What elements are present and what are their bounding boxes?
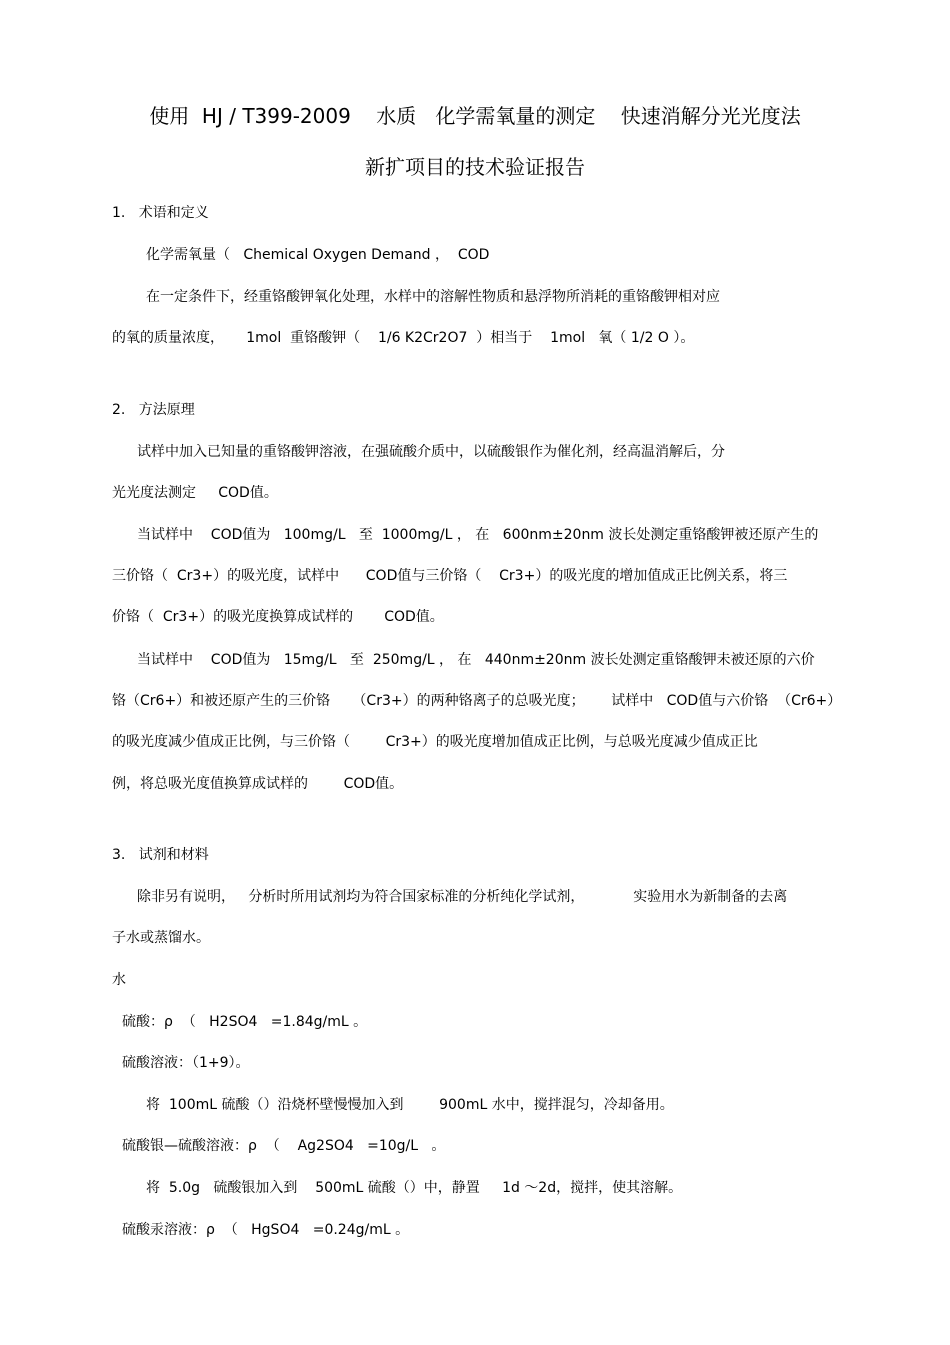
sulfuric-acid-preparation: 将 100mL 硫酸（）沿烧杯壁慢慢加入到 900mL 水中，搅拌混匀，冷却备用。 [146, 1097, 674, 1113]
definition-line-2: 的氧的质量浓度， 1mol 重铬酸钾（ 1/6 K2Cr2O7 ）相当于 1mol 氧（ 1/2 O ）。 [112, 330, 695, 346]
reagent-sulfuric-acid: 硫酸：ρ （ H2SO4 =1.84g/mL 。 [122, 1014, 368, 1030]
principle-p3-line-4: 例，将总吸光度值换算成试样的 COD值。 [112, 776, 404, 792]
term-cod: 化学需氧量（ Chemical Oxygen Demand ， COD [146, 247, 490, 263]
reagent-sulfuric-acid-solution: 硫酸溶液：（1+9）。 [122, 1055, 250, 1071]
principle-p3-line-3: 的吸光度减少值成正比例，与三价铬（ Cr3+）的吸光度增加值成正比例，与总吸光度减少值成正比 [112, 734, 758, 750]
principle-p2-line-3: 价铬（ Cr3+）的吸光度换算成试样的 COD值。 [112, 609, 444, 625]
principle-p2-line-1: 当试样中 COD值为 100mg/L 至 1000mg/L ， 在 600nm±20nm 波长处测定重铬酸钾被还原产生的 [137, 527, 819, 543]
reagents-intro-line-2: 子水或蒸馏水。 [112, 930, 210, 946]
principle-p2-line-2: 三价铬（ Cr3+）的吸光度，试样中 COD值与三价铬（ Cr3+）的吸光度的增加值成正比例关系，将三 [112, 568, 788, 584]
section-heading-principle: 2. 方法原理 [112, 402, 195, 418]
document-title: 使用 HJ / T399-2009 水质 化学需氧量的测定 快速消解分光光度法 [149, 104, 801, 128]
reagent-water: 水 [112, 972, 126, 988]
principle-p1-line-1: 试样中加入已知量的重铬酸钾溶液，在强硫酸介质中，以硫酸银作为催化剂，经高温消解后，分 [137, 444, 725, 460]
principle-p3-line-1: 当试样中 COD值为 15mg/L 至 250mg/L ， 在 440nm±20nm 波长处测定重铬酸钾未被还原的六价 [137, 652, 815, 668]
reagent-mercury-sulfate-solution: 硫酸汞溶液：ρ （ HgSO4 =0.24g/mL 。 [122, 1222, 410, 1238]
principle-p1-line-2: 光光度法测定 COD值。 [112, 485, 278, 501]
section-heading-terms: 1. 术语和定义 [112, 205, 209, 221]
document-subtitle: 新扩项目的技术验证报告 [365, 155, 585, 179]
principle-p3-line-2: 铬（Cr6+）和被还原产生的三价铬 （Cr3+）的两种铬离子的总吸光度； 试样中 COD值与六价铬 （Cr6+） [112, 693, 842, 709]
section-heading-reagents: 3. 试剂和材料 [112, 847, 209, 863]
definition-line-1: 在一定条件下，经重铬酸钾氧化处理，水样中的溶解性物质和悬浮物所消耗的重铬酸钾相对应 [146, 289, 720, 305]
silver-sulfate-preparation: 将 5.0g 硫酸银加入到 500mL 硫酸（）中，静置 1d ～2d，搅拌，使其溶解。 [146, 1180, 683, 1196]
reagent-silver-sulfate-solution: 硫酸银—硫酸溶液：ρ （ Ag2SO4 =10g/L 。 [122, 1138, 446, 1154]
reagents-intro-line-1: 除非另有说明， 分析时所用试剂均为符合国家标准的分析纯化学试剂， 实验用水为新制备的去离 [137, 889, 788, 905]
